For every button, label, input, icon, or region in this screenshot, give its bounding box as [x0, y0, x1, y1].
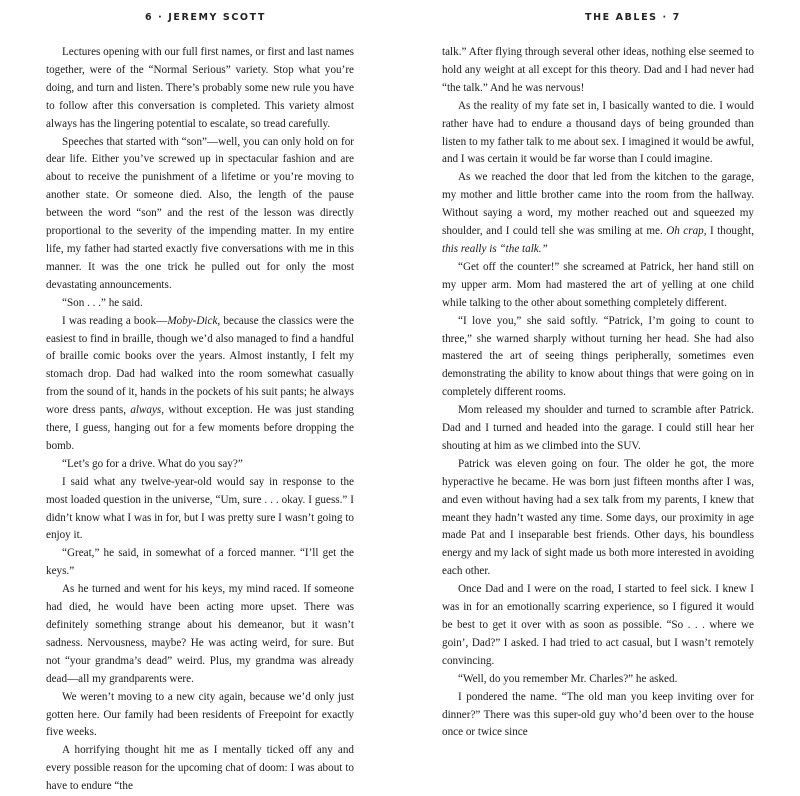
text-run: Mom released my shoulder and turned to scramble after Patrick. Dad and I turned and headed into the garage. I could still hear her shouting at him as we climbed into the SUV. — [442, 404, 754, 452]
paragraph — [442, 671, 754, 689]
paragraph — [46, 456, 354, 474]
paragraph — [46, 44, 354, 134]
text-run: A horrifying thought hit me as I mentally ticked off any and every possible reason for the upcoming chat of doom: I was about to have to endure “the — [46, 744, 354, 793]
paragraph — [46, 313, 354, 456]
paragraph — [46, 295, 354, 313]
left-page-body — [46, 44, 354, 796]
text-run: “Well, do you remember Mr. Charles?” he asked. — [458, 672, 678, 685]
paragraph — [46, 134, 354, 295]
text-run: As he turned and went for his keys, my mind raced. If someone had died, he would have been acting more upset. There was definitely something strange about his demeanor, but it wasn’t sadness. Nervousness, maybe? He was acting weird, for sure. But not “your grandma’s dead” weird. Plus, my grandma was already dead—all my grandparents were. — [46, 583, 354, 685]
text-run: “Great,” he said, in somewhat of a forced manner. “I’ll get the keys.” — [46, 547, 354, 578]
text-run: Speeches that started with “son”—well, you can only hold on for dear life. Either you’ve screwed up in spectacular fashion and are about to receive the punishment of a lifetime or you’re moving to another state. Or someone died. Also, the length of the pause between the word “son” and the rest of the lesson was directly proportional to the severity of the impending matter. In my entire life, my father had started exactly five conversations with me in this manner. It was the one trick he pulled out for only the most devastating announcements. — [46, 135, 354, 291]
text-run: I was reading a book— — [62, 314, 168, 327]
text-run: , because the classics were the easiest to find in braille, though we’d also managed to find a handful of braille comic books over the years. Almost instantly, I felt my stomach drop. Dad had walked into the room somewhat casually from the sound of it, hands in the pockets of his suit pants; he always wore dress pants, — [46, 314, 354, 417]
italic-text: Oh crap — [666, 225, 704, 238]
paragraph — [442, 581, 754, 671]
text-run: We weren’t moving to a new city again, because we’d only just gotten here. Our family had been residents of Freepoint for exactly five weeks. — [46, 690, 354, 739]
paragraph — [442, 98, 754, 170]
text-run: Lectures opening with our full first names, or first and last names together, were of the “Normal Serious” variety. Stop what you’re doing, and turn and listen. There’s probably some new rule you have to follow after this conversation is completed. This variety almost always has the lingering potential to escalate, so tread carefully. — [46, 46, 354, 130]
text-run: I pondered the name. “The old man you keep inviting over for dinner?” There was this super-old guy who’d been over to the house once or twice since — [442, 690, 754, 739]
paragraph — [442, 689, 754, 743]
text-run: “Get off the counter!” she screamed at Patrick, her hand still on my upper arm. Mom had mastered the art of yelling at one child while talking to the other about something completely different. — [442, 260, 754, 309]
text-run: talk.” After flying through several other ideas, nothing else seemed to hold any weight at all except for this theory. Dad and I had never had “the talk.” And he was nervous! — [442, 46, 754, 94]
italic-text: this really is “the talk.” — [442, 242, 548, 255]
italic-text: always — [130, 404, 162, 417]
paragraph — [46, 581, 354, 688]
right-running-header: THE ABLES · 7 — [585, 12, 681, 23]
left-page — [0, 0, 400, 793]
left-running-header: 6 · JEREMY SCOTT — [145, 12, 266, 23]
paragraph — [46, 474, 354, 546]
paragraph — [46, 742, 354, 796]
paragraph — [442, 259, 754, 313]
text-run: I said what any twelve-year-old would say in response to the most loaded question in the universe, “Um, sure . . . okay. I guess.” I didn’t know what I was in for, but I was pretty sure I wasn’t going to enjoy it. — [46, 475, 354, 542]
text-run: , without exception. He was just standing there, I guess, hanging out for a few moments before dropping the bomb. — [46, 404, 355, 452]
text-run: As the reality of my fate set in, I basically wanted to die. I would rather have had to endure a thousand days of being grounded than listen to my father talk to me about sex. I imagined it would be awful, and I was certain it would be far worse than I could imagine. — [442, 99, 754, 166]
paragraph — [442, 169, 754, 259]
paragraph — [442, 44, 754, 98]
paragraph — [442, 402, 754, 456]
right-page-body — [442, 44, 754, 742]
text-run: “I love you,” she said softly. “Patrick, I’m going to count to three,” she warned sharply without turning her head. She had also mastered the art of seeing things peripherally, sometimes even demonstrating the ability to know about things that were going on in completely different rooms. — [442, 314, 754, 399]
text-run: As we reached the door that led from the kitchen to the garage, my mother and little brother came into the room from the hallway. Without saying a word, my mother reached out and squeezed my shoulder, and I could tell she was smiling at me. — [442, 171, 754, 238]
text-run: “Let’s go for a drive. What do you say?” — [62, 457, 243, 470]
paragraph — [46, 689, 354, 743]
paragraph — [442, 313, 754, 403]
text-run: , I thought, — [703, 225, 754, 238]
text-run: Once Dad and I were on the road, I started to feel sick. I knew I was in for an emotionally scarring experience, so I figured it would be best to get it over with as soon as possible. “So . . . where we goin’, Dad?” I asked. I had tried to act casual, but I wasn’t remotely convincing. — [442, 583, 754, 667]
paragraph — [46, 545, 354, 581]
text-run: Patrick was eleven going on four. The older he got, the more hyperactive he became. He was born just fifteen months after I was, and even without having had a sex talk from my parents, I knew that meant they hadn’t wasted any time. Some days, our proximity in age made Pat and I inseparable best friends. Other days, his boundless energy and my lack of sight made us both more interested in avoiding each other. — [442, 457, 754, 578]
paragraph — [442, 456, 754, 581]
italic-text: Moby-Dick — [167, 314, 218, 327]
right-page — [400, 0, 800, 739]
text-run: “Son . . .” he said. — [62, 296, 143, 309]
